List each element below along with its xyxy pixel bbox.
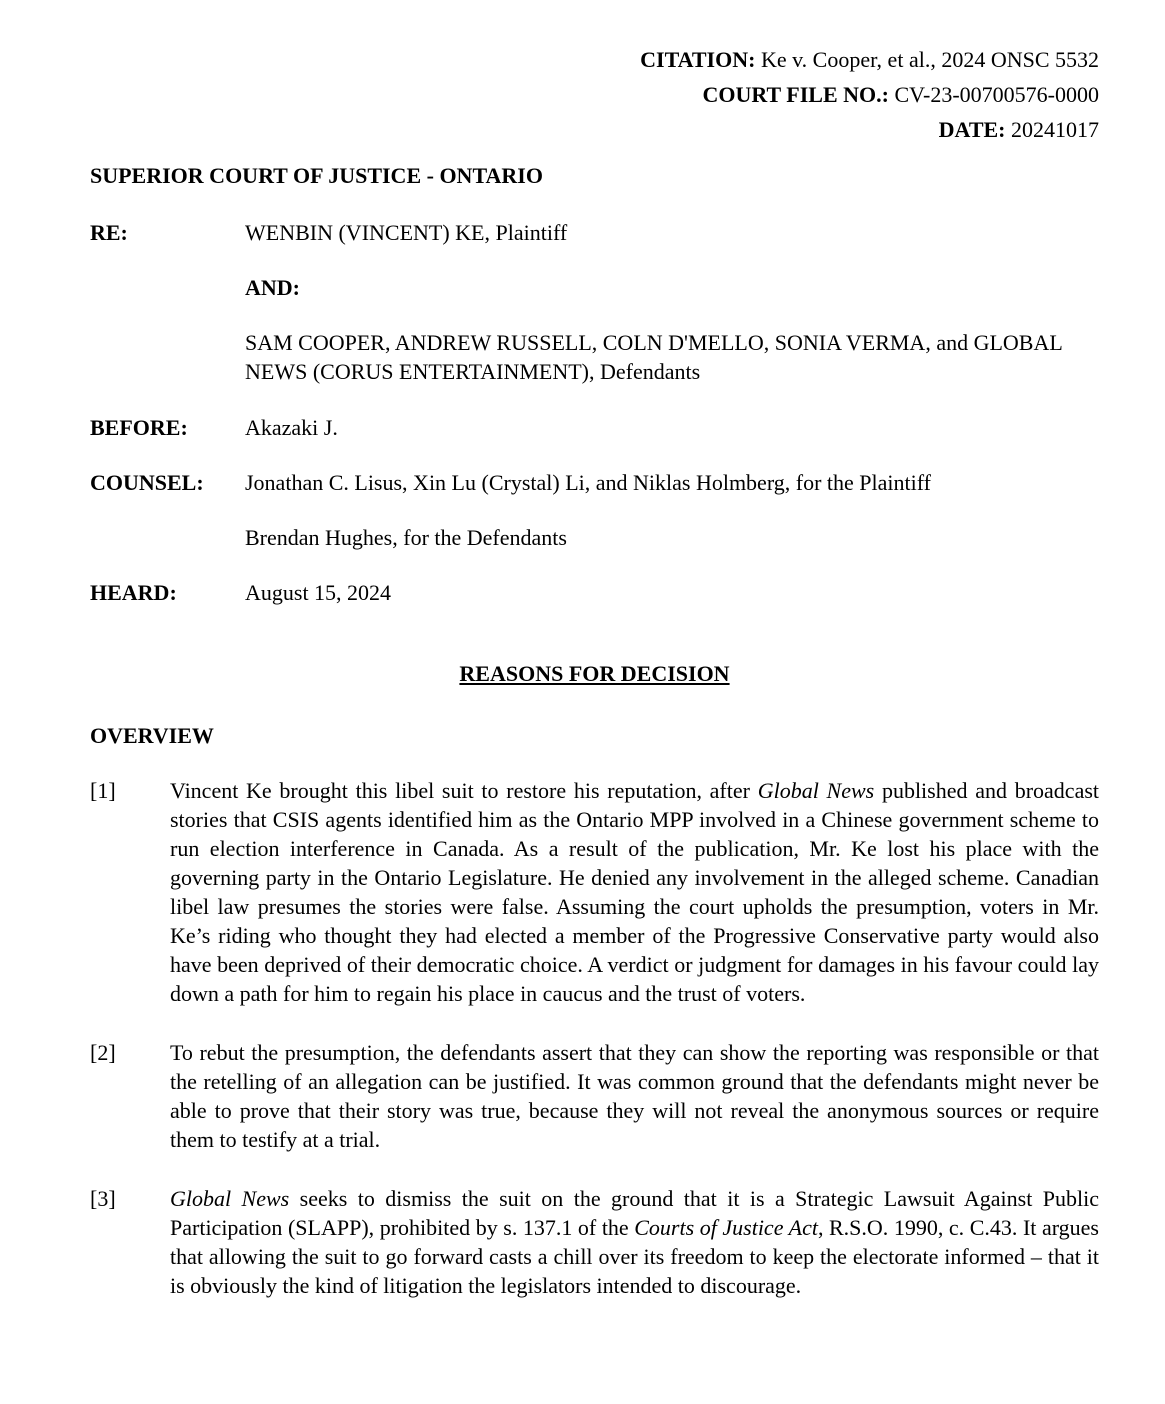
plaintiff-counsel: Jonathan C. Lisus, Xin Lu (Crystal) Li, and Niklas Holmberg, for the Plaintiff bbox=[245, 470, 931, 495]
and-row: AND: bbox=[245, 275, 300, 300]
paragraph-text bbox=[170, 1038, 1099, 1154]
text-run: To rebut the presumption, the defendants assert that they can show the reporting was responsible or that the retelling of an allegation can be justified. It was common ground that the defendants might never be able to prove that their story was true, because they will not reveal the anonymous sources or require them to testify at a trial. bbox=[170, 1040, 1099, 1152]
citation-line bbox=[90, 42, 1099, 77]
defendants-row: SAM COOPER, ANDREW RUSSELL, COLN D'MELLO, SONIA VERMA, and GLOBAL NEWS (CORUS ENTERTAINMENT), Defendants bbox=[245, 330, 1062, 384]
text-run: , R.S.O. 1990, c. C.43. It argues that allowing the suit to go forward casts a chill over its freedom to keep the electorate informed – that it is obviously the kind of litigation the legislators intended to discourage. bbox=[170, 1215, 1099, 1298]
court-file-label: COURT FILE NO.: bbox=[702, 82, 889, 107]
paragraph-1 bbox=[90, 776, 1099, 1008]
before-label: BEFORE: bbox=[90, 415, 188, 440]
paragraph-number: [3] bbox=[90, 1186, 116, 1211]
paragraph-3 bbox=[90, 1184, 1099, 1300]
reasons-for-decision-title: REASONS FOR DECISION bbox=[459, 661, 730, 686]
before-row bbox=[90, 413, 1099, 442]
court-file-line bbox=[90, 77, 1099, 112]
paragraph-2 bbox=[90, 1038, 1099, 1154]
plaintiff-name: WENBIN (VINCENT) KE, Plaintiff bbox=[245, 220, 568, 245]
heard-date: August 15, 2024 bbox=[245, 580, 392, 605]
overview-heading: OVERVIEW bbox=[90, 723, 214, 748]
text-run: seeks to dismiss the suit on the ground that it is a Strategic Lawsuit Against Public Participation (SLAPP), prohibited by s. 137.1 of the bbox=[170, 1186, 1099, 1240]
judge-name: Akazaki J. bbox=[245, 415, 338, 440]
heard-row bbox=[90, 578, 1099, 607]
heard-label: HEARD: bbox=[90, 580, 177, 605]
court-title: SUPERIOR COURT OF JUSTICE - ONTARIO bbox=[90, 163, 543, 188]
text-run: Vincent Ke brought this libel suit to restore his reputation, after bbox=[170, 778, 758, 803]
date-line bbox=[90, 112, 1099, 147]
text-run-italic: Global News bbox=[170, 1186, 290, 1211]
paragraph-text bbox=[170, 776, 1099, 1008]
paragraph-number: [2] bbox=[90, 1040, 116, 1065]
counsel-row bbox=[90, 468, 1099, 497]
text-run-italic: Courts of Justice Act bbox=[634, 1215, 818, 1240]
date-value: 20241017 bbox=[1011, 117, 1099, 142]
re-label: RE: bbox=[90, 220, 128, 245]
paragraph-number: [1] bbox=[90, 778, 116, 803]
document-header bbox=[90, 42, 1099, 147]
counsel-label: COUNSEL: bbox=[90, 470, 204, 495]
paragraph-text bbox=[170, 1184, 1099, 1300]
citation-label: CITATION: bbox=[640, 47, 756, 72]
court-file-value: CV-23-00700576-0000 bbox=[894, 82, 1099, 107]
citation-value: Ke v. Cooper, et al., 2024 ONSC 5532 bbox=[760, 47, 1099, 72]
text-run: published and broadcast stories that CSIS agents identified him as the Ontario MPP involved in a Chinese government scheme to run election interference in Canada. As a result of the publication, Mr. Ke lost his place with the governing party in the Ontario Legislature. He denied any involvement in the alleged scheme. Canadian libel law presumes the stories were false. Assuming the court upholds the presumption, voters in Mr. Ke’s riding who thought they had elected a member of the Progressive Conservative party would also have been deprived of their democratic choice. A verdict or judgment for damages in his favour could lay down a path for him to regain his place in caucus and the trust of voters. bbox=[170, 778, 1100, 1006]
re-row bbox=[90, 218, 1099, 247]
text-run-italic: Global News bbox=[757, 778, 875, 803]
defendants-counsel-row: Brendan Hughes, for the Defendants bbox=[245, 525, 567, 550]
date-label: DATE: bbox=[938, 117, 1006, 142]
